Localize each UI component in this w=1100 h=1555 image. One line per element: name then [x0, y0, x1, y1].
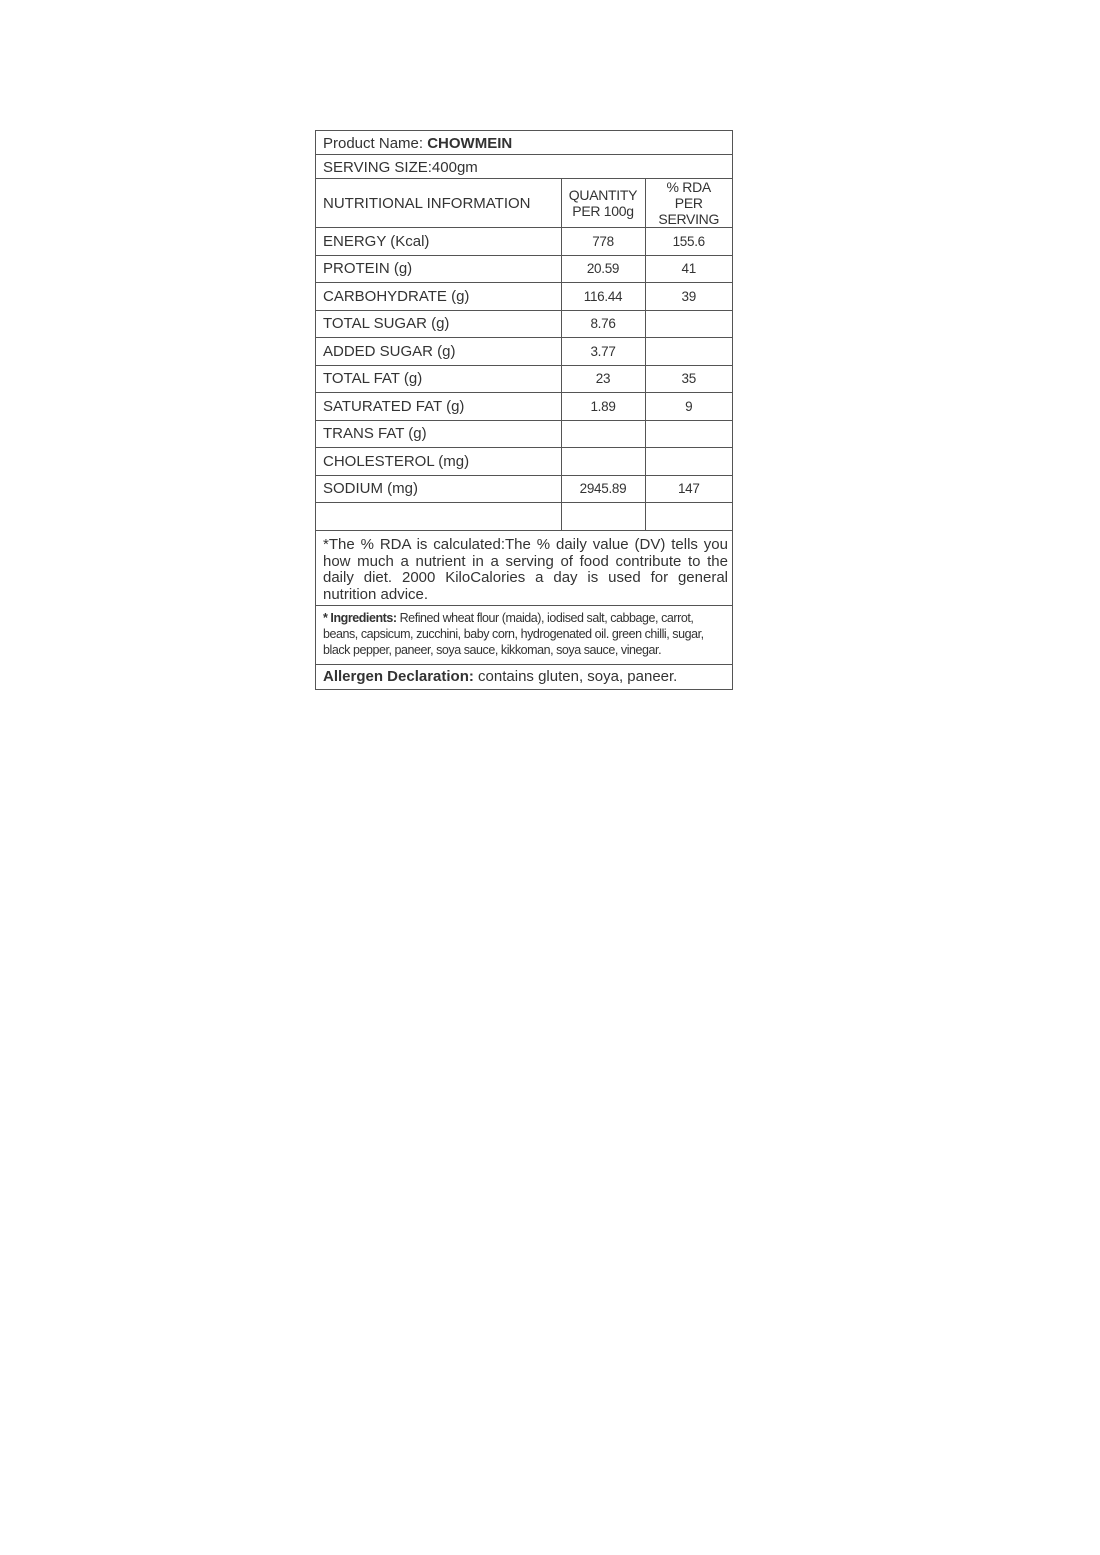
nutrient-name: SODIUM (mg) [316, 475, 561, 503]
product-name-label: Product Name: [323, 135, 424, 152]
header-quantity-line2: PER 100g [572, 203, 634, 219]
allergen-label: Allergen Declaration: [323, 668, 474, 685]
table-row [316, 393, 732, 421]
table-row [316, 283, 732, 311]
nutrient-rda: 35 [681, 371, 696, 387]
nutrient-rda: 155.6 [672, 233, 705, 249]
nutrient-rda [645, 310, 732, 338]
nutrition-table-wrap [316, 179, 732, 531]
nutrient-quantity: 116.44 [561, 283, 645, 311]
nutrient-name: SATURATED FAT (g) [316, 393, 561, 421]
ingredients-text: Refined wheat flour (maida), iodised salt, cabbage, carrot, beans, capsicum, zucchini, baby corn, hydrogenated oil. green chilli, sugar, black pepper, paneer, soya sauce, kikkoman, soya sauce, vinegar. [323, 611, 704, 657]
allergen-row [316, 665, 732, 689]
nutrient-name: CHOLESTEROL (mg) [316, 448, 561, 476]
nutrition-table [316, 179, 732, 530]
nutrient-rda: 9 [685, 398, 693, 414]
table-row [316, 365, 732, 393]
nutrient-rda [645, 448, 732, 476]
rda-note: *The % RDA is calculated:The % daily value (DV) tells you how much a nutrient in a serving of food contribute to the daily diet. 2000 KiloCalories a day is used for general nutrition advice. [316, 531, 732, 606]
table-row [316, 338, 732, 366]
nutrient-rda [645, 338, 732, 366]
nutrient-name: PROTEIN (g) [316, 255, 561, 283]
nutrient-name: TOTAL FAT (g) [316, 365, 561, 393]
nutrient-name: ENERGY (Kcal) [316, 228, 561, 256]
header-quantity [561, 179, 645, 228]
product-name-value: CHOWMEIN [427, 135, 513, 152]
table-row [316, 310, 732, 338]
nutrition-table-header [316, 179, 732, 228]
nutrient-rda: 147 [677, 481, 700, 497]
nutrient-quantity: 778 [561, 228, 645, 256]
nutrient-quantity: 3.77 [561, 338, 645, 366]
nutrient-quantity: 2945.89 [561, 475, 645, 503]
nutrient-quantity [561, 503, 645, 531]
header-rda-line2: PER SERVING [658, 195, 720, 227]
header-rda-line1: % RDA [666, 179, 711, 195]
header-quantity-line1: QUANTITY [568, 187, 638, 203]
nutrient-quantity [561, 420, 645, 448]
table-row [316, 255, 732, 283]
ingredients-block [316, 606, 732, 665]
header-rda [645, 179, 732, 228]
serving-size-row: SERVING SIZE:400gm [316, 155, 732, 179]
nutrient-name: ADDED SUGAR (g) [316, 338, 561, 366]
table-row [316, 420, 732, 448]
nutrient-quantity: 23 [561, 365, 645, 393]
product-name-row [316, 131, 732, 155]
nutrient-rda: 39 [681, 288, 696, 304]
nutrient-name: TOTAL SUGAR (g) [316, 310, 561, 338]
header-nutrient: NUTRITIONAL INFORMATION [316, 179, 561, 228]
nutrient-quantity: 1.89 [561, 393, 645, 421]
table-row [316, 503, 732, 531]
nutrient-name [316, 503, 561, 531]
nutrition-label [315, 130, 733, 690]
nutrient-quantity: 20.59 [561, 255, 645, 283]
nutrient-name: CARBOHYDRATE (g) [316, 283, 561, 311]
nutrient-rda: 41 [681, 261, 696, 277]
table-row [316, 448, 732, 476]
allergen-text: contains gluten, soya, paneer. [478, 668, 678, 685]
table-row [316, 228, 732, 256]
nutrient-rda [645, 420, 732, 448]
nutrient-quantity [561, 448, 645, 476]
nutrient-quantity: 8.76 [561, 310, 645, 338]
nutrient-name: TRANS FAT (g) [316, 420, 561, 448]
table-row [316, 475, 732, 503]
nutrient-rda [645, 503, 732, 531]
ingredients-label: * Ingredients: [323, 611, 397, 625]
